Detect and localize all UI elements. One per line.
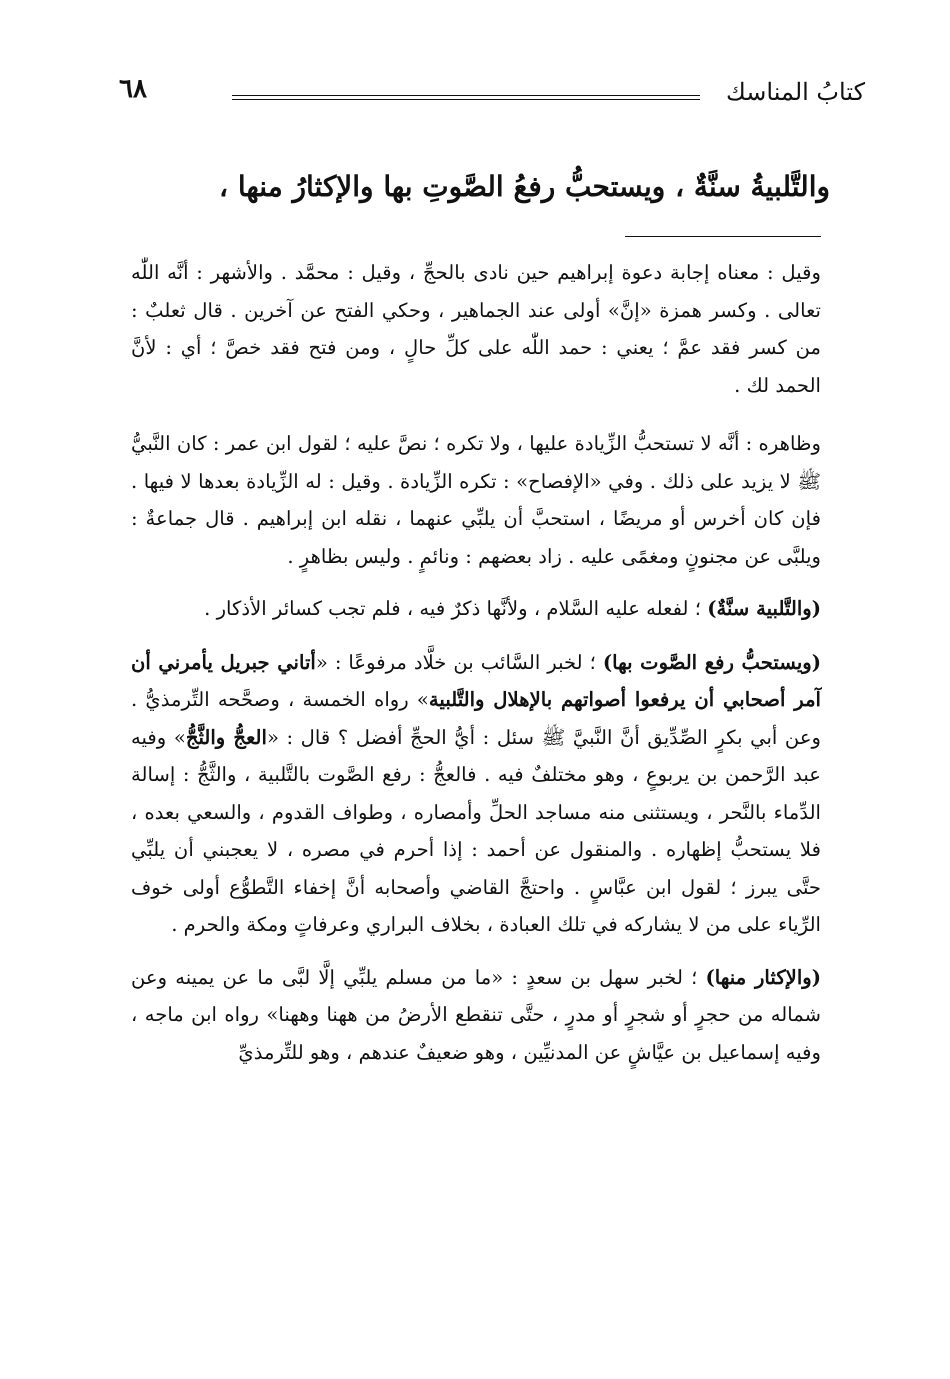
paragraph-text: ؛ لخبر سهل بن سعدٍ : «ما من مسلم يلبِّي إلَّا لبَّى ما عن يمينه وعن شماله من حجرٍ أو شجرٍ أو مدرٍ ، حتَّى تنقطع الأرضُ من ههنا وههنا» رواه ابن ماجه ، وفيه إسماعيل بن عيَّاشٍ عن المدنيِّين ، وهو ضعيفٌ عندهم ، وهو للتِّرمذيِّ — [131, 965, 821, 1064]
lemma-text: (والتَّلبية سنَّةٌ) — [707, 597, 821, 620]
paragraph-text: » وفيه عبد الرَّحمن بن يربوعٍ ، وهو مختلفٌ فيه . فالعجُّ : رفع الصَّوت بالتَّلبية ، والثَّجُّ : إسالة الدِّماء بالنَّحر ، ويستثنى منه مساجد الحلِّ وأمصاره ، وطواف القدوم ، والسعي بعده ، فلا يستحبُّ إظهاره . والمنقول عن أحمد : إذا أحرم في مصره ، لا يعجبني أن يلبِّي حتَّى يبرز ؛ لقول ابن عبَّاسٍ . واحتجَّ القاضي وأصحابه أنَّ إخفاء التَّطوُّع أولى خوف الرِّياء على من لا يشاركه في تلك العبادة ، بخلاف البراري وعرفاتٍ ومكة والحرم . — [131, 725, 821, 936]
running-title: كتابُ المناسك — [726, 78, 865, 106]
paragraph-text: ؛ لفعله عليه السَّلام ، ولأنَّها ذكرٌ فيه ، فلم تجب كسائر الأذكار . — [204, 597, 708, 620]
paragraph-text: وقيل : معناه إجابة دعوة إبراهيم حين نادى بالحجِّ ، وقيل : محمَّد . والأشهر : أنَّه اللّٰه تعالى . وكسر همزة «إنَّ» أولى عند الجماهير ، وحكي الفتح عن آخرين . قال ثعلبٌ : من كسر فقد عمَّ ؛ يعني : حمد اللّٰه على كلِّ حالٍ ، ومن فتح فقد خصَّ ؛ أي : لأنَّ الحمد لك . — [131, 261, 821, 397]
commentary-paragraph-1 — [131, 254, 821, 404]
lemma-text: (ويستحبُّ رفع الصَّوت بها) — [602, 650, 822, 674]
header-rule — [232, 95, 700, 100]
commentary-paragraph-3 — [131, 590, 821, 628]
commentary-paragraph-4 — [131, 644, 821, 944]
hadith-quote: العجُّ والثَّجُّ — [185, 725, 267, 749]
hadith-quote: أتاني جبريل يأمرني أن آمر أصحابي أن يرفعوا أصواتهم بالإهلال والتَّلبية — [131, 650, 822, 711]
paragraph-text: ؛ لخبر السَّائب بن خلَّاد مرفوعًا : « — [315, 650, 603, 674]
commentary-paragraph-2 — [131, 425, 821, 575]
lemma-text: (والإكثار منها) — [705, 965, 821, 989]
commentary-body — [131, 254, 821, 1086]
commentary-paragraph-5 — [131, 959, 821, 1072]
paragraph-text: » رواه الخمسة ، وصحَّحه التِّرمذيُّ . وعن أبي بكرٍ الصِّدِّيق أنَّ النَّبيَّ ﷺ سئل : أيُّ الحجِّ أفضل ؟ قال : « — [131, 688, 821, 749]
page-number: ٦٨ — [119, 74, 147, 104]
matn-text: والتَّلبيةُ سنَّةٌ ، ويستحبُّ رفعُ الصَّوتِ بها والإكثارُ منها ، — [219, 170, 830, 203]
paragraph-text: وظاهره : أنَّه لا تستحبُّ الزِّيادة عليها ، ولا تكره ؛ نصَّ عليه ؛ لقول ابن عمر : كان النَّبيُّ ﷺ لا يزيد على ذلك . وفي «الإفصاح» : تكره الزِّيادة . وقيل : له الزِّيادة بعدها لا فيها . فإن كان أخرس أو مريضًا ، استحبَّ أن يلبِّي عنهما ، نقله ابن إبراهيم . قال جماعةٌ : ويلبَّى عن مجنونٍ ومغمًى عليه . زاد بعضهم : ونائمٍ . وليس بظاهرٍ . — [131, 432, 821, 568]
footnote-separator — [625, 236, 821, 237]
